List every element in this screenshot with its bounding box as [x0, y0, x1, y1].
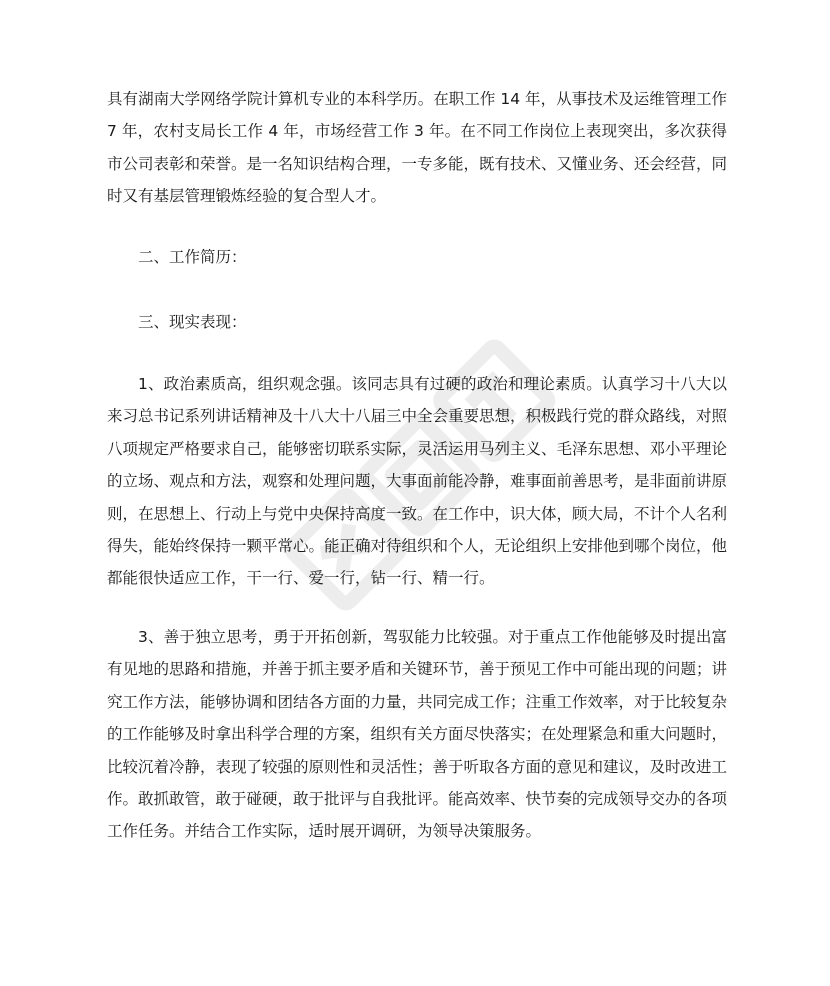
section-heading-performance: 三、现实表现： [138, 313, 247, 331]
performance-item-3-paragraph: 3、善于独立思考，勇于开拓创新，驾驭能力比较强。对于重点工作他能够及时提出富有见地的思路和措施，并善于抓主要矛盾和关键环节，善于预见工作中可能出现的问题；讲究工作方法，能够协调和团结各方面的力量，共同完成工作；注重工作效率，对于比较复杂的工作能够及时拿出科学合理的方案，组织有关方面尽快落实；在处理紧急和重大问题时，比较沉着冷静，表现了较强的原则性和灵活性；善于听取各方面的意见和建议，及时改进工作。敢抓敢管，敢于碰硬，敢于批评与自我批评。能高效率、快节奏的完成领导交办的各项工作任务。并结合工作实际，适时展开调研，为领导决策服务。 [107, 628, 728, 841]
performance-item-1-paragraph: 1、政治素质高，组织观念强。该同志具有过硬的政治和理论素质。认真学习十八大以来习总书记系列讲话精神及十八大十八届三中全会重要思想，积极践行党的群众路线，对照八项规定严格要求自己，能够密切联系实际，灵活运用马列主义、毛泽东思想、邓小平理论的立场、观点和方法，观察和处理问题，大事面前能冷静，难事面前善思考，是非面前讲原则，在思想上、行动上与党中央保持高度一致。在工作中，识大体，顾大局，不计个人名利得失，能始终保持一颗平常心。能正确对待组织和个人，无论组织上安排他到哪个岗位，他都能很快适应工作，干一行、爱一行，钻一行、精一行。 [107, 375, 728, 588]
section-heading-work-history: 二、工作简历： [138, 248, 247, 266]
intro-paragraph: 具有湖南大学网络学院计算机专业的本科学历。在职工作 14 年，从事技术及运维管理工作 7 年，农村支局长工作 4 年，市场经营工作 3 年。在不同工作岗位上表现突出，多次获得市公司表彰和荣誉。是一名知识结构合理，一专多能，既有技术、又懂业务、还会经营，同时又有基层管理锻炼经验的复合型人才。 [107, 90, 728, 206]
